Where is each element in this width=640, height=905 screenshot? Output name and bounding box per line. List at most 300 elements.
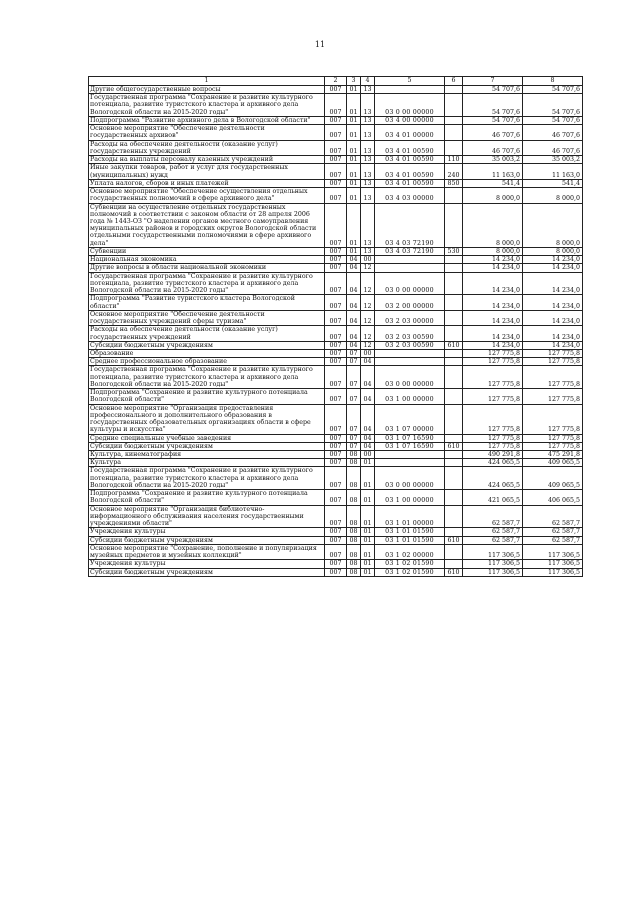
row-name: Подпрограмма "Развитие туристского кластера Вологодской области" [89, 295, 325, 310]
row-name: Основное мероприятие "Организация предоставления профессионального и дополнительного образования в государственных образовательных организациях области в сфере культуры и искусства" [89, 404, 325, 434]
subsection-code: 12 [361, 341, 375, 349]
grbs-code: 007 [325, 404, 347, 434]
subsection-code: 12 [361, 326, 375, 341]
table-row [89, 442, 583, 450]
column-number: 4 [361, 77, 375, 86]
amount-year-2: 8 000,0 [523, 203, 583, 247]
table-row [89, 203, 583, 247]
target-article-code: 03 1 07 16590 [375, 442, 445, 450]
target-article-code: 03 1 01 01590 [375, 536, 445, 544]
row-name: Основное мероприятие "Обеспечение деятельности государственных архивов" [89, 125, 325, 140]
column-number: 6 [445, 77, 463, 86]
target-article-code: 03 0 00 00000 [375, 272, 445, 295]
row-name: Средние специальные учебные заведения [89, 434, 325, 442]
amount-year-1: 62 587,7 [463, 528, 523, 536]
table-row [89, 94, 583, 117]
expense-type-code [445, 349, 463, 357]
table-row [89, 366, 583, 389]
target-article-code: 03 1 01 00000 [375, 505, 445, 528]
target-article-code [375, 459, 445, 467]
subsection-code: 01 [361, 505, 375, 528]
expense-type-code [445, 326, 463, 341]
subsection-code: 01 [361, 467, 375, 490]
amount-year-1: 424 065,5 [463, 467, 523, 490]
target-article-code: 03 4 01 00590 [375, 164, 445, 179]
amount-year-1: 127 775,8 [463, 442, 523, 450]
subsection-code: 01 [361, 568, 375, 576]
grbs-code: 007 [325, 188, 347, 203]
grbs-code: 007 [325, 140, 347, 155]
row-name: Учреждения культуры [89, 560, 325, 568]
amount-year-2: 14 234,0 [523, 264, 583, 272]
target-article-code: 03 4 01 00000 [375, 125, 445, 140]
table-row [89, 188, 583, 203]
subsection-code: 13 [361, 188, 375, 203]
target-article-code: 03 4 01 00590 [375, 140, 445, 155]
target-article-code: 03 4 03 72190 [375, 247, 445, 255]
grbs-code: 007 [325, 536, 347, 544]
column-number: 7 [463, 77, 523, 86]
amount-year-1: 117 306,5 [463, 568, 523, 576]
table-row [89, 326, 583, 341]
target-article-code: 03 0 00 00000 [375, 366, 445, 389]
expense-type-code [445, 528, 463, 536]
subsection-code: 01 [361, 544, 375, 559]
grbs-code: 007 [325, 528, 347, 536]
section-code: 07 [347, 366, 361, 389]
amount-year-1: 8 000,0 [463, 247, 523, 255]
subsection-code: 13 [361, 94, 375, 117]
table-row [89, 451, 583, 459]
amount-year-1: 490 291,8 [463, 451, 523, 459]
grbs-code: 007 [325, 272, 347, 295]
section-code: 08 [347, 568, 361, 576]
section-code: 07 [347, 404, 361, 434]
amount-year-2: 127 775,8 [523, 434, 583, 442]
section-code: 01 [347, 164, 361, 179]
expense-type-code [445, 94, 463, 117]
target-article-code: 03 1 02 01590 [375, 568, 445, 576]
subsection-code: 01 [361, 536, 375, 544]
amount-year-2: 14 234,0 [523, 326, 583, 341]
amount-year-1: 14 234,0 [463, 272, 523, 295]
amount-year-1: 421 065,5 [463, 490, 523, 505]
expense-type-code [445, 434, 463, 442]
amount-year-1: 35 003,2 [463, 156, 523, 164]
target-article-code: 03 1 07 00000 [375, 404, 445, 434]
target-article-code: 03 4 03 72190 [375, 203, 445, 247]
expense-type-code: 530 [445, 247, 463, 255]
amount-year-2: 117 306,5 [523, 544, 583, 559]
expense-type-code [445, 86, 463, 94]
expense-type-code [445, 467, 463, 490]
row-name: Государственная программа "Сохранение и развитие культурного потенциала, развитие туристского кластера и архивного дела Вологодской области на 2015-2020 годы" [89, 366, 325, 389]
subsection-code: 01 [361, 459, 375, 467]
amount-year-2: 62 587,7 [523, 528, 583, 536]
table-row [89, 434, 583, 442]
amount-year-2: 54 707,6 [523, 116, 583, 124]
section-code: 07 [347, 358, 361, 366]
table-row [89, 341, 583, 349]
amount-year-2: 127 775,8 [523, 358, 583, 366]
subsection-code: 13 [361, 164, 375, 179]
table-row [89, 156, 583, 164]
grbs-code: 007 [325, 156, 347, 164]
table-row [89, 349, 583, 357]
subsection-code: 13 [361, 179, 375, 187]
section-code: 07 [347, 349, 361, 357]
row-name: Субсидии бюджетным учреждениям [89, 442, 325, 450]
subsection-code: 01 [361, 528, 375, 536]
expense-type-code: 240 [445, 164, 463, 179]
subsection-code: 01 [361, 560, 375, 568]
row-name: Расходы на обеспечение деятельности (оказание услуг) государственных учреждений [89, 140, 325, 155]
amount-year-1: 14 234,0 [463, 326, 523, 341]
section-code: 08 [347, 536, 361, 544]
subsection-code: 12 [361, 272, 375, 295]
amount-year-2: 35 003,2 [523, 156, 583, 164]
grbs-code: 007 [325, 341, 347, 349]
table-row [89, 404, 583, 434]
row-name: Субвенции [89, 247, 325, 255]
amount-year-2: 46 707,6 [523, 140, 583, 155]
expense-type-code [445, 505, 463, 528]
amount-year-1: 127 775,8 [463, 358, 523, 366]
expense-type-code [445, 116, 463, 124]
amount-year-1: 127 775,8 [463, 434, 523, 442]
row-name: Среднее профессиональное образование [89, 358, 325, 366]
column-number: 8 [523, 77, 583, 86]
column-number-row [89, 77, 583, 86]
table-row [89, 560, 583, 568]
subsection-code: 04 [361, 389, 375, 404]
row-name: Основное мероприятие "Обеспечение деятельности государственных учреждений сферы туризма" [89, 310, 325, 325]
expense-type-code [445, 358, 463, 366]
page-number: 11 [314, 40, 326, 49]
amount-year-1: 14 234,0 [463, 264, 523, 272]
target-article-code: 03 1 02 00000 [375, 544, 445, 559]
subsection-code: 04 [361, 358, 375, 366]
expense-type-code [445, 203, 463, 247]
section-code: 07 [347, 442, 361, 450]
row-name: Подпрограмма "Сохранение и развитие культурного потенциала Вологодской области" [89, 389, 325, 404]
target-article-code: 03 1 00 00000 [375, 490, 445, 505]
grbs-code: 007 [325, 568, 347, 576]
subsection-code: 12 [361, 295, 375, 310]
subsection-code: 04 [361, 366, 375, 389]
grbs-code: 007 [325, 389, 347, 404]
amount-year-2: 117 306,5 [523, 568, 583, 576]
expense-type-code [445, 188, 463, 203]
grbs-code: 007 [325, 442, 347, 450]
subsection-code: 00 [361, 451, 375, 459]
grbs-code: 007 [325, 86, 347, 94]
table-row [89, 164, 583, 179]
row-name: Уплата налогов, сборов и иных платежей [89, 179, 325, 187]
grbs-code: 007 [325, 164, 347, 179]
amount-year-2: 127 775,8 [523, 389, 583, 404]
section-code: 01 [347, 116, 361, 124]
grbs-code: 007 [325, 349, 347, 357]
amount-year-1: 117 306,5 [463, 560, 523, 568]
amount-year-2: 8 000,0 [523, 188, 583, 203]
table-row [89, 528, 583, 536]
expense-type-code [445, 404, 463, 434]
target-article-code: 03 4 00 00000 [375, 116, 445, 124]
expense-type-code [445, 310, 463, 325]
row-name: Расходы на обеспечение деятельности (оказание услуг) государственных учреждений [89, 326, 325, 341]
table-row [89, 467, 583, 490]
subsection-code: 13 [361, 140, 375, 155]
amount-year-1: 127 775,8 [463, 366, 523, 389]
amount-year-2: 14 234,0 [523, 272, 583, 295]
column-number: 1 [89, 77, 325, 86]
section-code: 01 [347, 203, 361, 247]
subsection-code: 04 [361, 404, 375, 434]
section-code: 01 [347, 247, 361, 255]
amount-year-1: 424 065,5 [463, 459, 523, 467]
row-name: Основное мероприятие "Обеспечение осуществления отдельных государственных полномочий в сфере архивного дела" [89, 188, 325, 203]
subsection-code: 01 [361, 490, 375, 505]
grbs-code: 007 [325, 116, 347, 124]
section-code: 08 [347, 560, 361, 568]
amount-year-2: 8 000,0 [523, 247, 583, 255]
target-article-code: 03 4 01 00590 [375, 179, 445, 187]
section-code: 04 [347, 341, 361, 349]
section-code: 01 [347, 94, 361, 117]
section-code: 08 [347, 505, 361, 528]
row-name: Государственная программа "Сохранение и развитие культурного потенциала, развитие туристского кластера и архивного дела Вологодской области на 2015-2020 годы" [89, 94, 325, 117]
amount-year-2: 14 234,0 [523, 256, 583, 264]
row-name: Расходы на выплаты персоналу казенных учреждений [89, 156, 325, 164]
expense-type-code [445, 256, 463, 264]
grbs-code: 007 [325, 459, 347, 467]
expense-type-code [445, 140, 463, 155]
target-article-code [375, 358, 445, 366]
column-number: 2 [325, 77, 347, 86]
target-article-code: 03 2 03 00000 [375, 310, 445, 325]
amount-year-2: 54 707,6 [523, 94, 583, 117]
amount-year-2: 409 065,5 [523, 459, 583, 467]
expense-type-code: 110 [445, 156, 463, 164]
target-article-code: 03 2 00 00000 [375, 295, 445, 310]
amount-year-1: 14 234,0 [463, 256, 523, 264]
section-code: 04 [347, 295, 361, 310]
expense-type-code: 610 [445, 568, 463, 576]
amount-year-2: 475 291,8 [523, 451, 583, 459]
amount-year-1: 8 000,0 [463, 188, 523, 203]
target-article-code: 03 2 03 00590 [375, 341, 445, 349]
grbs-code: 007 [325, 544, 347, 559]
row-name: Другие общегосударственные вопросы [89, 86, 325, 94]
subsection-code: 13 [361, 203, 375, 247]
amount-year-1: 11 163,0 [463, 164, 523, 179]
table-row [89, 505, 583, 528]
section-code: 01 [347, 156, 361, 164]
row-name: Национальная экономика [89, 256, 325, 264]
grbs-code: 007 [325, 125, 347, 140]
grbs-code: 007 [325, 490, 347, 505]
amount-year-1: 127 775,8 [463, 404, 523, 434]
amount-year-2: 406 065,5 [523, 490, 583, 505]
grbs-code: 007 [325, 310, 347, 325]
amount-year-2: 127 775,8 [523, 349, 583, 357]
expense-type-code [445, 560, 463, 568]
subsection-code: 04 [361, 434, 375, 442]
grbs-code: 007 [325, 366, 347, 389]
row-name: Государственная программа "Сохранение и развитие культурного потенциала, развитие туристского кластера и архивного дела Вологодской области на 2015-2020 годы" [89, 467, 325, 490]
expense-type-code [445, 490, 463, 505]
table-row [89, 125, 583, 140]
amount-year-1: 46 707,6 [463, 125, 523, 140]
table-row [89, 358, 583, 366]
subsection-code: 13 [361, 116, 375, 124]
expense-type-code [445, 389, 463, 404]
section-code: 04 [347, 326, 361, 341]
amount-year-2: 14 234,0 [523, 295, 583, 310]
amount-year-2: 127 775,8 [523, 404, 583, 434]
subsection-code: 12 [361, 310, 375, 325]
section-code: 08 [347, 459, 361, 467]
row-name: Основное мероприятие "Организация библиотечно-информационного обслуживания населения государственными учреждениями области" [89, 505, 325, 528]
row-name: Субсидии бюджетным учреждениям [89, 568, 325, 576]
expense-type-code [445, 451, 463, 459]
table-row [89, 116, 583, 124]
amount-year-1: 14 234,0 [463, 310, 523, 325]
section-code: 04 [347, 272, 361, 295]
section-code: 04 [347, 310, 361, 325]
row-name: Субсидии бюджетным учреждениям [89, 536, 325, 544]
section-code: 01 [347, 140, 361, 155]
table-row [89, 256, 583, 264]
row-name: Образование [89, 349, 325, 357]
grbs-code: 007 [325, 94, 347, 117]
table-row [89, 179, 583, 187]
subsection-code: 13 [361, 247, 375, 255]
row-name: Подпрограмма "Сохранение и развитие культурного потенциала Вологодской области" [89, 490, 325, 505]
target-article-code: 03 4 01 00590 [375, 156, 445, 164]
target-article-code [375, 264, 445, 272]
table-row [89, 247, 583, 255]
expense-type-code [445, 272, 463, 295]
section-code: 08 [347, 467, 361, 490]
row-name: Учреждения культуры [89, 528, 325, 536]
amount-year-1: 62 587,7 [463, 505, 523, 528]
amount-year-1: 127 775,8 [463, 349, 523, 357]
table-row [89, 490, 583, 505]
table-row [89, 310, 583, 325]
row-name: Субсидии бюджетным учреждениям [89, 341, 325, 349]
target-article-code [375, 86, 445, 94]
target-article-code [375, 451, 445, 459]
grbs-code: 007 [325, 264, 347, 272]
amount-year-2: 11 163,0 [523, 164, 583, 179]
column-number: 5 [375, 77, 445, 86]
section-code: 04 [347, 264, 361, 272]
subsection-code: 12 [361, 264, 375, 272]
amount-year-2: 127 775,8 [523, 366, 583, 389]
amount-year-2: 541,4 [523, 179, 583, 187]
section-code: 01 [347, 188, 361, 203]
table-row [89, 459, 583, 467]
section-code: 08 [347, 544, 361, 559]
target-article-code: 03 1 01 01590 [375, 528, 445, 536]
amount-year-1: 46 707,6 [463, 140, 523, 155]
grbs-code: 007 [325, 358, 347, 366]
grbs-code: 007 [325, 203, 347, 247]
grbs-code: 007 [325, 326, 347, 341]
amount-year-2: 62 587,7 [523, 505, 583, 528]
table-row [89, 272, 583, 295]
amount-year-1: 117 306,5 [463, 544, 523, 559]
target-article-code: 03 0 00 00000 [375, 94, 445, 117]
grbs-code: 007 [325, 295, 347, 310]
expense-type-code [445, 125, 463, 140]
amount-year-2: 117 306,5 [523, 560, 583, 568]
amount-year-2: 14 234,0 [523, 310, 583, 325]
expense-type-code: 610 [445, 442, 463, 450]
expense-type-code [445, 459, 463, 467]
section-code: 07 [347, 434, 361, 442]
amount-year-2: 54 707,6 [523, 86, 583, 94]
subsection-code: 13 [361, 156, 375, 164]
expense-type-code: 850 [445, 179, 463, 187]
subsection-code: 00 [361, 256, 375, 264]
target-article-code [375, 256, 445, 264]
table-row [89, 544, 583, 559]
section-code: 01 [347, 125, 361, 140]
section-code: 08 [347, 490, 361, 505]
section-code: 08 [347, 528, 361, 536]
section-code: 08 [347, 451, 361, 459]
target-article-code: 03 2 03 00590 [375, 326, 445, 341]
target-article-code: 03 1 02 01590 [375, 560, 445, 568]
table-row [89, 536, 583, 544]
subsection-code: 13 [361, 86, 375, 94]
section-code: 04 [347, 256, 361, 264]
row-name: Подпрограмма "Развитие архивного дела в Вологодской области" [89, 116, 325, 124]
table-row [89, 140, 583, 155]
table-row [89, 264, 583, 272]
amount-year-1: 54 707,6 [463, 116, 523, 124]
target-article-code: 03 4 03 00000 [375, 188, 445, 203]
amount-year-2: 409 065,5 [523, 467, 583, 490]
amount-year-2: 14 234,0 [523, 341, 583, 349]
target-article-code: 03 0 00 00000 [375, 467, 445, 490]
table-row [89, 295, 583, 310]
amount-year-1: 54 707,6 [463, 94, 523, 117]
target-article-code: 03 1 07 16590 [375, 434, 445, 442]
row-name: Другие вопросы в области национальной экономики [89, 264, 325, 272]
row-name: Основное мероприятие "Сохранение, пополнение и популяризация музейных предметов и музейных коллекций" [89, 544, 325, 559]
expense-type-code [445, 366, 463, 389]
table-row [89, 568, 583, 576]
amount-year-1: 127 775,8 [463, 389, 523, 404]
expense-type-code: 610 [445, 536, 463, 544]
subsection-code: 13 [361, 125, 375, 140]
table-row [89, 389, 583, 404]
table-row [89, 86, 583, 94]
section-code: 01 [347, 86, 361, 94]
amount-year-1: 54 707,6 [463, 86, 523, 94]
grbs-code: 007 [325, 179, 347, 187]
amount-year-2: 62 587,7 [523, 536, 583, 544]
budget-table [88, 76, 583, 577]
expense-type-code [445, 544, 463, 559]
grbs-code: 007 [325, 505, 347, 528]
expense-type-code: 610 [445, 341, 463, 349]
row-name: Государственная программа "Сохранение и развитие культурного потенциала, развитие туристского кластера и архивного дела Вологодской области на 2015-2020 годы" [89, 272, 325, 295]
